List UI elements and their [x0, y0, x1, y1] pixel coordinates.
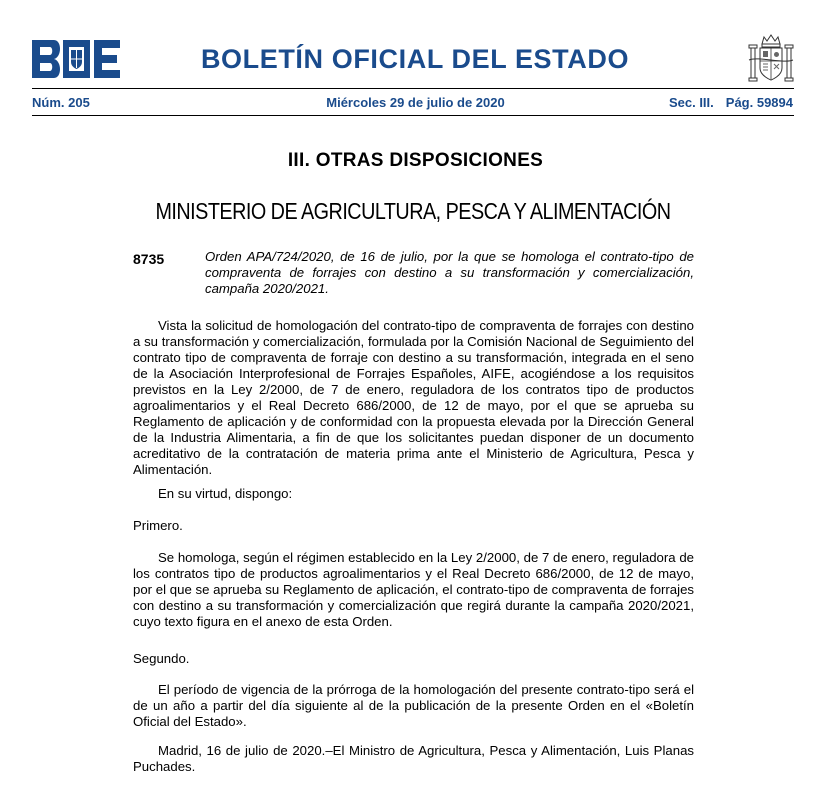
issue-date: Miércoles 29 de julio de 2020: [326, 95, 505, 110]
paragraph-preamble: Vista la solicitud de homologación del contrato-tipo de compraventa de forrajes con destino a su transformación y comercialización, formulada por la Comisión Nacional de Seguimiento del contrato tipo de compraventa de forraje con destino a su transformación, integrada en el seno de la Asociación Interprofesional de Forrajes Españoles, AIFE, acogiéndose a los requisitos previstos en la Ley 2/2000, de 7 de enero, reguladora de los contratos tipo de productos agroalimentarios y el Real Decreto 686/2000, de 12 de mayo, por el que se aprueba su Reglamento de aplicación y de conformidad con la propuesta elevada por la Dirección General de la Industria Alimentaria, a fin de que los solicitantes puedan disponer de un documento acreditativo de la contratación de materia prima ante el Ministerio de Agricultura, Pesca y Alimentación.: [133, 318, 694, 477]
page-label: Pág. 59894: [725, 95, 793, 110]
ministry-heading: MINISTERIO DE AGRICULTURA, PESCA Y ALIMENTACIÓN: [155, 198, 671, 224]
header-divider-top: [32, 88, 794, 89]
paragraph-dispongo: En su virtud, dispongo:: [158, 486, 293, 501]
spain-coat-of-arms-icon: [746, 34, 796, 86]
article-heading-primero: Primero.: [133, 518, 183, 533]
header-divider-bottom: [32, 115, 794, 116]
section-heading: III. OTRAS DISPOSICIONES: [287, 150, 544, 171]
order-number: 8735: [133, 251, 165, 267]
issue-number: Núm. 205: [32, 95, 90, 110]
paragraph-article-segundo: El período de vigencia de la prórroga de la homologación del presente contrato-tipo será el de un año a partir del día siguiente al de la publicación de la presente Orden en el «Boletín Oficial del Estado».: [133, 682, 694, 729]
order-summary: Orden APA/724/2020, de 16 de julio, por la que se homologa el contrato-tipo de compraventa de forrajes con destino a su transformación y comercialización, campaña 2020/2021.: [205, 249, 694, 296]
section-label: Sec. III.: [668, 95, 714, 110]
boe-logo: [32, 40, 120, 78]
paragraph-article-primero: Se homologa, según el régimen establecido en la Ley 2/2000, de 7 de enero, reguladora de los contratos tipo de productos agroalimentarios y el Real Decreto 686/2000, de 12 de mayo, por el que se aprueba su Reglamento de aplicación, el contrato-tipo de compraventa de forrajes con destino a su transformación y comercialización que regirá durante la campaña 2020/2021, cuyo texto figura en el anexo de esta Orden.: [133, 550, 694, 629]
article-heading-segundo: Segundo.: [133, 651, 190, 666]
masthead-title: BOLETÍN OFICIAL DEL ESTADO: [200, 44, 630, 74]
section-page-reference: [669, 95, 793, 110]
signature-line: Madrid, 16 de julio de 2020.–El Ministro de Agricultura, Pesca y Alimentación, Luis Planas Puchades.: [133, 743, 694, 774]
